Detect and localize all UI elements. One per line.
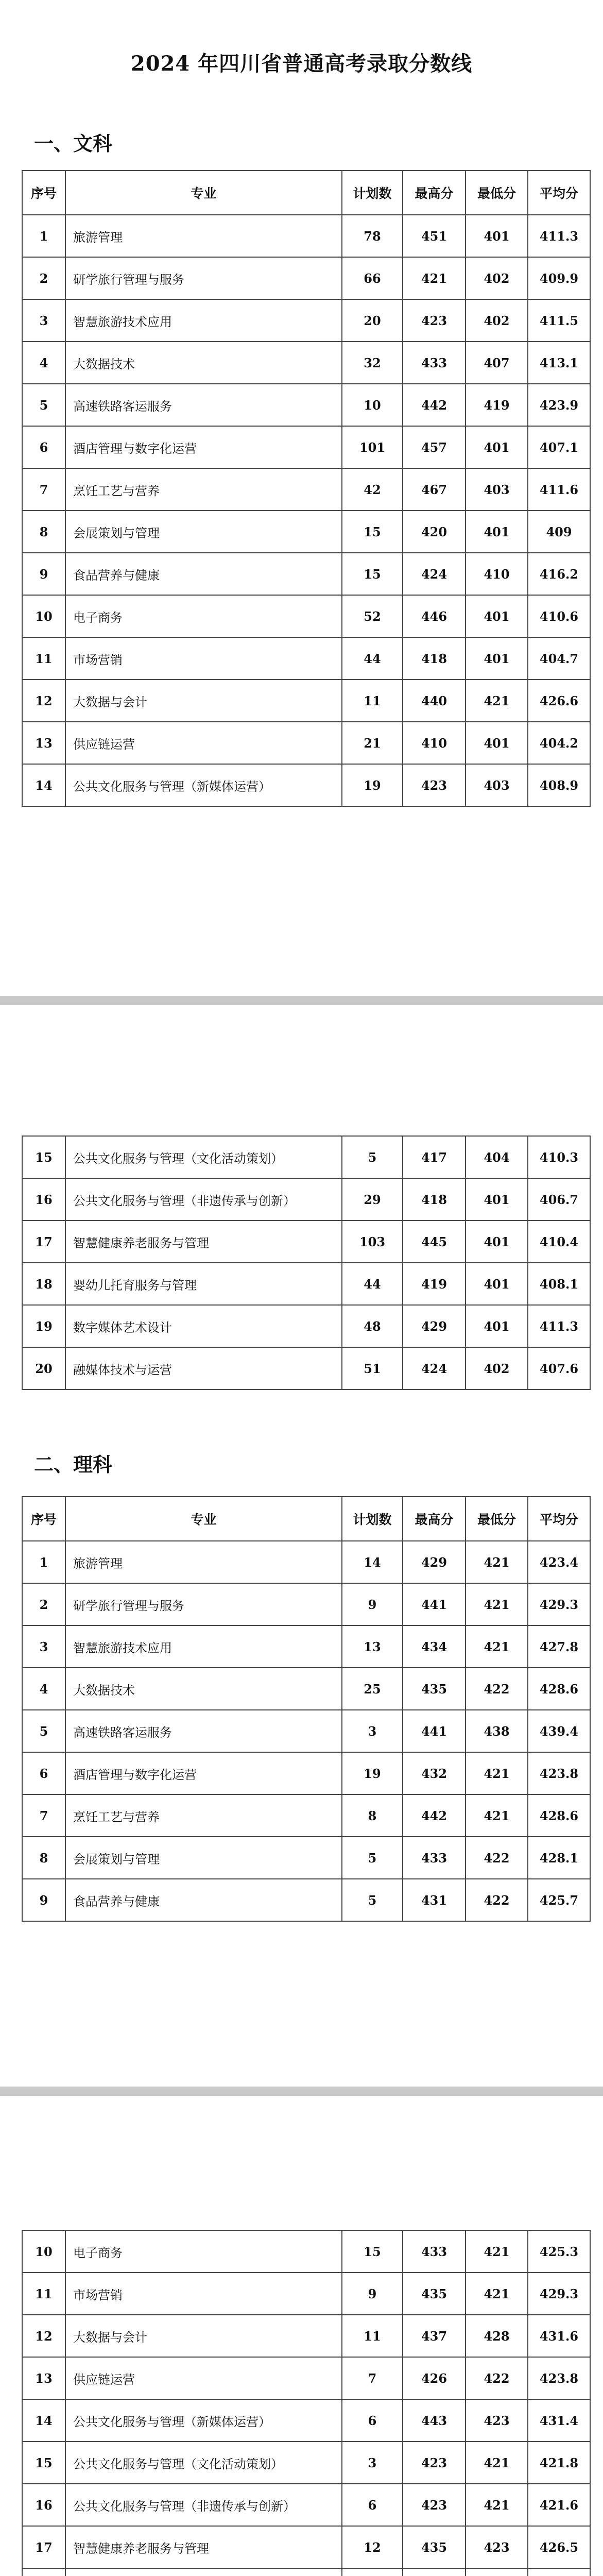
plan-cell: 11 [342,2315,403,2357]
seq-cell: 3 [22,299,65,342]
table-row [22,342,590,384]
plan-cell: 3 [342,2442,403,2484]
avg-score-cell: 423.8 [528,1752,590,1794]
seq-cell: 4 [22,342,65,384]
min-score-cell: 421 [466,1541,528,1583]
max-score-cell: 434 [403,1625,466,1668]
max-score-cell: 443 [403,2399,466,2442]
major-cell: 公共文化服务与管理（新媒体运营） [65,2399,342,2442]
major-header: 专业 [65,171,342,215]
min-score-header: 最低分 [466,171,528,215]
min-score-cell: 423 [466,2399,528,2442]
min-score-cell: 401 [466,1305,528,1347]
seq-cell: 13 [22,2357,65,2399]
table-row [22,1221,590,1263]
plan-cell: 25 [342,1668,403,1710]
major-cell [65,2568,342,2576]
table-row [22,1263,590,1305]
max-score-cell: 445 [403,1221,466,1263]
avg-score-cell: 406.7 [528,1178,590,1221]
wenke-table-part2 [22,1136,591,1390]
min-score-cell: 421 [466,2484,528,2526]
seq-cell: 1 [22,215,65,257]
section-title-like: 二、理科 [34,1453,113,1476]
plan-cell: 8 [342,1794,403,1837]
max-score-cell [403,2568,466,2576]
major-cell: 旅游管理 [65,1541,342,1583]
max-score-cell: 431 [403,1879,466,1921]
seq-cell: 19 [22,1305,65,1347]
max-score-cell: 418 [403,637,466,680]
avg-score-cell [528,2568,590,2576]
seq-cell: 15 [22,2442,65,2484]
major-cell: 智慧健康养老服务与管理 [65,2526,342,2568]
min-score-cell: 421 [466,1794,528,1837]
seq-cell: 7 [22,1794,65,1837]
avg-score-cell: 421.8 [528,2442,590,2484]
major-cell: 融媒体技术与运营 [65,1347,342,1389]
max-score-cell: 417 [403,1136,466,1178]
max-score-cell: 440 [403,680,466,722]
table-row [22,1879,590,1921]
avg-score-cell: 425.3 [528,2230,590,2273]
table-row [22,1668,590,1710]
page-break-divider [0,996,603,1005]
major-cell: 婴幼儿托育服务与管理 [65,1263,342,1305]
avg-score-cell: 428.1 [528,1837,590,1879]
min-score-cell: 421 [466,1752,528,1794]
seq-cell: 14 [22,764,65,806]
avg-score-cell: 429.3 [528,1583,590,1625]
major-cell: 酒店管理与数字化运营 [65,426,342,468]
min-score-cell: 402 [466,257,528,299]
seq-cell: 4 [22,1668,65,1710]
table-row [22,1305,590,1347]
plan-cell: 9 [342,2273,403,2315]
min-score-cell: 419 [466,384,528,426]
max-score-cell: 442 [403,384,466,426]
max-score-cell: 429 [403,1305,466,1347]
avg-score-cell: 411.6 [528,468,590,511]
avg-score-cell: 423.9 [528,384,590,426]
table-row [22,257,590,299]
avg-score-cell: 411.3 [528,215,590,257]
section-title-wenke: 一、文科 [34,132,113,155]
avg-score-cell: 427.8 [528,1625,590,1668]
min-score-cell: 428 [466,2315,528,2357]
avg-score-cell: 431.6 [528,2315,590,2357]
seq-cell: 18 [22,1263,65,1305]
avg-score-cell: 411.3 [528,1305,590,1347]
table-row [22,1178,590,1221]
avg-score-cell: 425.7 [528,1879,590,1921]
major-cell: 智慧旅游技术应用 [65,1625,342,1668]
table-row [22,1347,590,1389]
table-row [22,426,590,468]
max-score-cell: 424 [403,553,466,595]
seq-cell: 17 [22,1221,65,1263]
major-cell: 电子商务 [65,595,342,637]
seq-header: 序号 [22,171,65,215]
min-score-cell: 421 [466,2442,528,2484]
seq-cell: 6 [22,426,65,468]
plan-cell: 21 [342,722,403,764]
seq-cell: 11 [22,637,65,680]
like-table-part2 [22,2230,591,2576]
min-score-cell: 402 [466,299,528,342]
plan-cell: 44 [342,637,403,680]
major-cell: 市场营销 [65,2273,342,2315]
table-row [22,1710,590,1752]
major-cell: 公共文化服务与管理（文化活动策划） [65,2442,342,2484]
seq-cell: 3 [22,1625,65,1668]
seq-cell: 2 [22,257,65,299]
avg-score-cell: 428.6 [528,1668,590,1710]
max-score-cell: 426 [403,2357,466,2399]
max-score-cell: 441 [403,1583,466,1625]
max-score-cell: 410 [403,722,466,764]
seq-cell: 10 [22,2230,65,2273]
plan-cell: 101 [342,426,403,468]
max-score-cell: 433 [403,342,466,384]
seq-cell: 5 [22,384,65,426]
min-score-cell: 401 [466,1178,528,1221]
seq-cell: 20 [22,1347,65,1389]
major-cell: 食品营养与健康 [65,1879,342,1921]
min-score-cell: 410 [466,553,528,595]
plan-cell: 7 [342,2357,403,2399]
plan-header: 计划数 [342,1497,403,1541]
major-cell: 旅游管理 [65,215,342,257]
page-title: 2024 年四川省普通高考录取分数线 [130,52,473,76]
min-score-cell: 421 [466,1625,528,1668]
avg-score-cell: 416.2 [528,553,590,595]
seq-cell: 12 [22,680,65,722]
plan-cell: 19 [342,764,403,806]
table-row [22,2315,590,2357]
major-cell: 智慧健康养老服务与管理 [65,1221,342,1263]
max-score-cell: 419 [403,1263,466,1305]
table-row [22,1794,590,1837]
seq-cell [22,2568,65,2576]
max-score-cell: 432 [403,1752,466,1794]
min-score-cell: 401 [466,511,528,553]
seq-cell: 15 [22,1136,65,1178]
table-row [22,764,590,806]
plan-cell: 29 [342,1178,403,1221]
max-score-cell: 423 [403,2442,466,2484]
plan-cell: 5 [342,1837,403,1879]
table-row [22,637,590,680]
min-score-cell: 403 [466,468,528,511]
table-row [22,2399,590,2442]
major-cell: 大数据技术 [65,342,342,384]
min-score-cell: 401 [466,722,528,764]
min-score-cell: 401 [466,215,528,257]
table-row [22,2484,590,2526]
seq-cell: 9 [22,1879,65,1921]
seq-cell: 6 [22,1752,65,1794]
min-score-header: 最低分 [466,1497,528,1541]
seq-cell: 8 [22,511,65,553]
max-score-cell: 418 [403,1178,466,1221]
major-cell: 市场营销 [65,637,342,680]
min-score-cell: 402 [466,1347,528,1389]
avg-score-cell: 413.1 [528,342,590,384]
avg-score-cell: 426.6 [528,680,590,722]
table-row [22,2568,590,2576]
avg-score-header: 平均分 [528,171,590,215]
seq-cell: 12 [22,2315,65,2357]
seq-cell: 8 [22,1837,65,1879]
major-cell: 大数据与会计 [65,2315,342,2357]
seq-cell: 13 [22,722,65,764]
max-score-cell: 424 [403,1347,466,1389]
like-table-part1 [22,1496,591,1922]
seq-cell: 5 [22,1710,65,1752]
plan-cell: 44 [342,1263,403,1305]
max-score-cell: 467 [403,468,466,511]
major-cell: 大数据技术 [65,1668,342,1710]
avg-score-header: 平均分 [528,1497,590,1541]
max-score-cell: 423 [403,764,466,806]
major-cell: 公共文化服务与管理（非遗传承与创新） [65,1178,342,1221]
min-score-cell: 407 [466,342,528,384]
seq-cell: 16 [22,2484,65,2526]
avg-score-cell: 408.9 [528,764,590,806]
table-row [22,2442,590,2484]
avg-score-cell: 421.6 [528,2484,590,2526]
plan-cell: 20 [342,299,403,342]
table-row [22,1136,590,1178]
table-row [22,299,590,342]
seq-cell: 7 [22,468,65,511]
min-score-cell: 401 [466,637,528,680]
avg-score-cell: 423.8 [528,2357,590,2399]
plan-cell: 5 [342,1136,403,1178]
seq-cell: 2 [22,1583,65,1625]
major-header: 专业 [65,1497,342,1541]
seq-cell: 14 [22,2399,65,2442]
major-cell: 智慧旅游技术应用 [65,299,342,342]
avg-score-cell: 426.5 [528,2526,590,2568]
table-row [22,595,590,637]
plan-cell: 15 [342,511,403,553]
plan-cell: 52 [342,595,403,637]
avg-score-cell: 411.5 [528,299,590,342]
min-score-cell: 421 [466,2273,528,2315]
seq-cell: 17 [22,2526,65,2568]
major-cell: 大数据与会计 [65,680,342,722]
max-score-cell: 423 [403,299,466,342]
table-row [22,1541,590,1583]
major-cell: 食品营养与健康 [65,553,342,595]
avg-score-cell: 408.1 [528,1263,590,1305]
avg-score-cell: 407.1 [528,426,590,468]
table-row [22,553,590,595]
min-score-cell: 421 [466,1583,528,1625]
max-score-cell: 433 [403,2230,466,2273]
min-score-cell: 401 [466,1263,528,1305]
plan-cell: 48 [342,1305,403,1347]
table-row [22,2230,590,2273]
plan-header: 计划数 [342,171,403,215]
major-cell: 公共文化服务与管理（文化活动策划） [65,1136,342,1178]
plan-cell: 3 [342,1710,403,1752]
seq-cell: 10 [22,595,65,637]
seq-cell: 11 [22,2273,65,2315]
min-score-cell: 423 [466,2526,528,2568]
major-cell: 研学旅行管理与服务 [65,257,342,299]
major-cell: 烹饪工艺与营养 [65,1794,342,1837]
min-score-cell: 422 [466,1879,528,1921]
max-score-cell: 435 [403,2273,466,2315]
seq-cell: 16 [22,1178,65,1221]
avg-score-cell: 409 [528,511,590,553]
min-score-cell: 421 [466,680,528,722]
avg-score-cell: 410.4 [528,1221,590,1263]
max-score-header: 最高分 [403,1497,466,1541]
max-score-cell: 441 [403,1710,466,1752]
table-row [22,2357,590,2399]
avg-score-cell: 404.7 [528,637,590,680]
min-score-cell: 422 [466,1668,528,1710]
plan-cell: 15 [342,2230,403,2273]
major-cell: 公共文化服务与管理（新媒体运营） [65,764,342,806]
major-cell: 高速铁路客运服务 [65,384,342,426]
min-score-cell [466,2568,528,2576]
plan-cell: 12 [342,2526,403,2568]
major-cell: 会展策划与管理 [65,511,342,553]
major-cell: 公共文化服务与管理（非遗传承与创新） [65,2484,342,2526]
min-score-cell: 401 [466,1221,528,1263]
avg-score-cell: 407.6 [528,1347,590,1389]
max-score-cell: 435 [403,1668,466,1710]
seq-cell: 1 [22,1541,65,1583]
plan-cell: 13 [342,1625,403,1668]
plan-cell: 78 [342,215,403,257]
table-row [22,2273,590,2315]
avg-score-cell: 423.4 [528,1541,590,1583]
avg-score-cell: 404.2 [528,722,590,764]
table-row [22,215,590,257]
plan-cell: 5 [342,1879,403,1921]
plan-cell: 10 [342,384,403,426]
table-row [22,384,590,426]
min-score-cell: 403 [466,764,528,806]
max-score-cell: 421 [403,257,466,299]
avg-score-cell: 429.3 [528,2273,590,2315]
max-score-cell: 442 [403,1794,466,1837]
major-cell: 电子商务 [65,2230,342,2273]
min-score-cell: 422 [466,2357,528,2399]
table-row [22,1583,590,1625]
max-score-cell: 451 [403,215,466,257]
min-score-cell: 422 [466,1837,528,1879]
min-score-cell: 404 [466,1136,528,1178]
avg-score-cell: 410.6 [528,595,590,637]
avg-score-cell: 428.6 [528,1794,590,1837]
max-score-cell: 433 [403,1837,466,1879]
plan-cell: 9 [342,1583,403,1625]
plan-cell: 42 [342,468,403,511]
max-score-cell: 457 [403,426,466,468]
table-row [22,1625,590,1668]
max-score-cell: 437 [403,2315,466,2357]
max-score-cell: 446 [403,595,466,637]
min-score-cell: 401 [466,595,528,637]
table-header-row [22,171,590,215]
major-cell: 烹饪工艺与营养 [65,468,342,511]
plan-cell: 6 [342,2484,403,2526]
max-score-cell: 420 [403,511,466,553]
table-row [22,1837,590,1879]
table-row [22,722,590,764]
page-break-divider [0,2087,603,2096]
plan-cell: 32 [342,342,403,384]
plan-cell: 11 [342,680,403,722]
max-score-cell: 423 [403,2484,466,2526]
avg-score-cell: 409.9 [528,257,590,299]
seq-cell: 9 [22,553,65,595]
min-score-cell: 438 [466,1710,528,1752]
avg-score-cell: 439.4 [528,1710,590,1752]
seq-header: 序号 [22,1497,65,1541]
table-row [22,511,590,553]
major-cell: 供应链运营 [65,2357,342,2399]
max-score-cell: 429 [403,1541,466,1583]
plan-cell: 103 [342,1221,403,1263]
avg-score-cell: 431.4 [528,2399,590,2442]
max-score-cell: 435 [403,2526,466,2568]
min-score-cell: 401 [466,426,528,468]
table-row [22,1752,590,1794]
table-row [22,2526,590,2568]
table-row [22,468,590,511]
plan-cell: 51 [342,1347,403,1389]
min-score-cell: 421 [466,2230,528,2273]
major-cell: 酒店管理与数字化运营 [65,1752,342,1794]
major-cell: 会展策划与管理 [65,1837,342,1879]
table-header-row [22,1497,590,1541]
plan-cell: 6 [342,2399,403,2442]
major-cell: 高速铁路客运服务 [65,1710,342,1752]
wenke-table-part1 [22,170,591,807]
major-cell: 供应链运营 [65,722,342,764]
major-cell: 数字媒体艺术设计 [65,1305,342,1347]
table-row [22,680,590,722]
plan-cell: 14 [342,1541,403,1583]
plan-cell [342,2568,403,2576]
plan-cell: 15 [342,553,403,595]
plan-cell: 66 [342,257,403,299]
avg-score-cell: 410.3 [528,1136,590,1178]
major-cell: 研学旅行管理与服务 [65,1583,342,1625]
max-score-header: 最高分 [403,171,466,215]
plan-cell: 19 [342,1752,403,1794]
